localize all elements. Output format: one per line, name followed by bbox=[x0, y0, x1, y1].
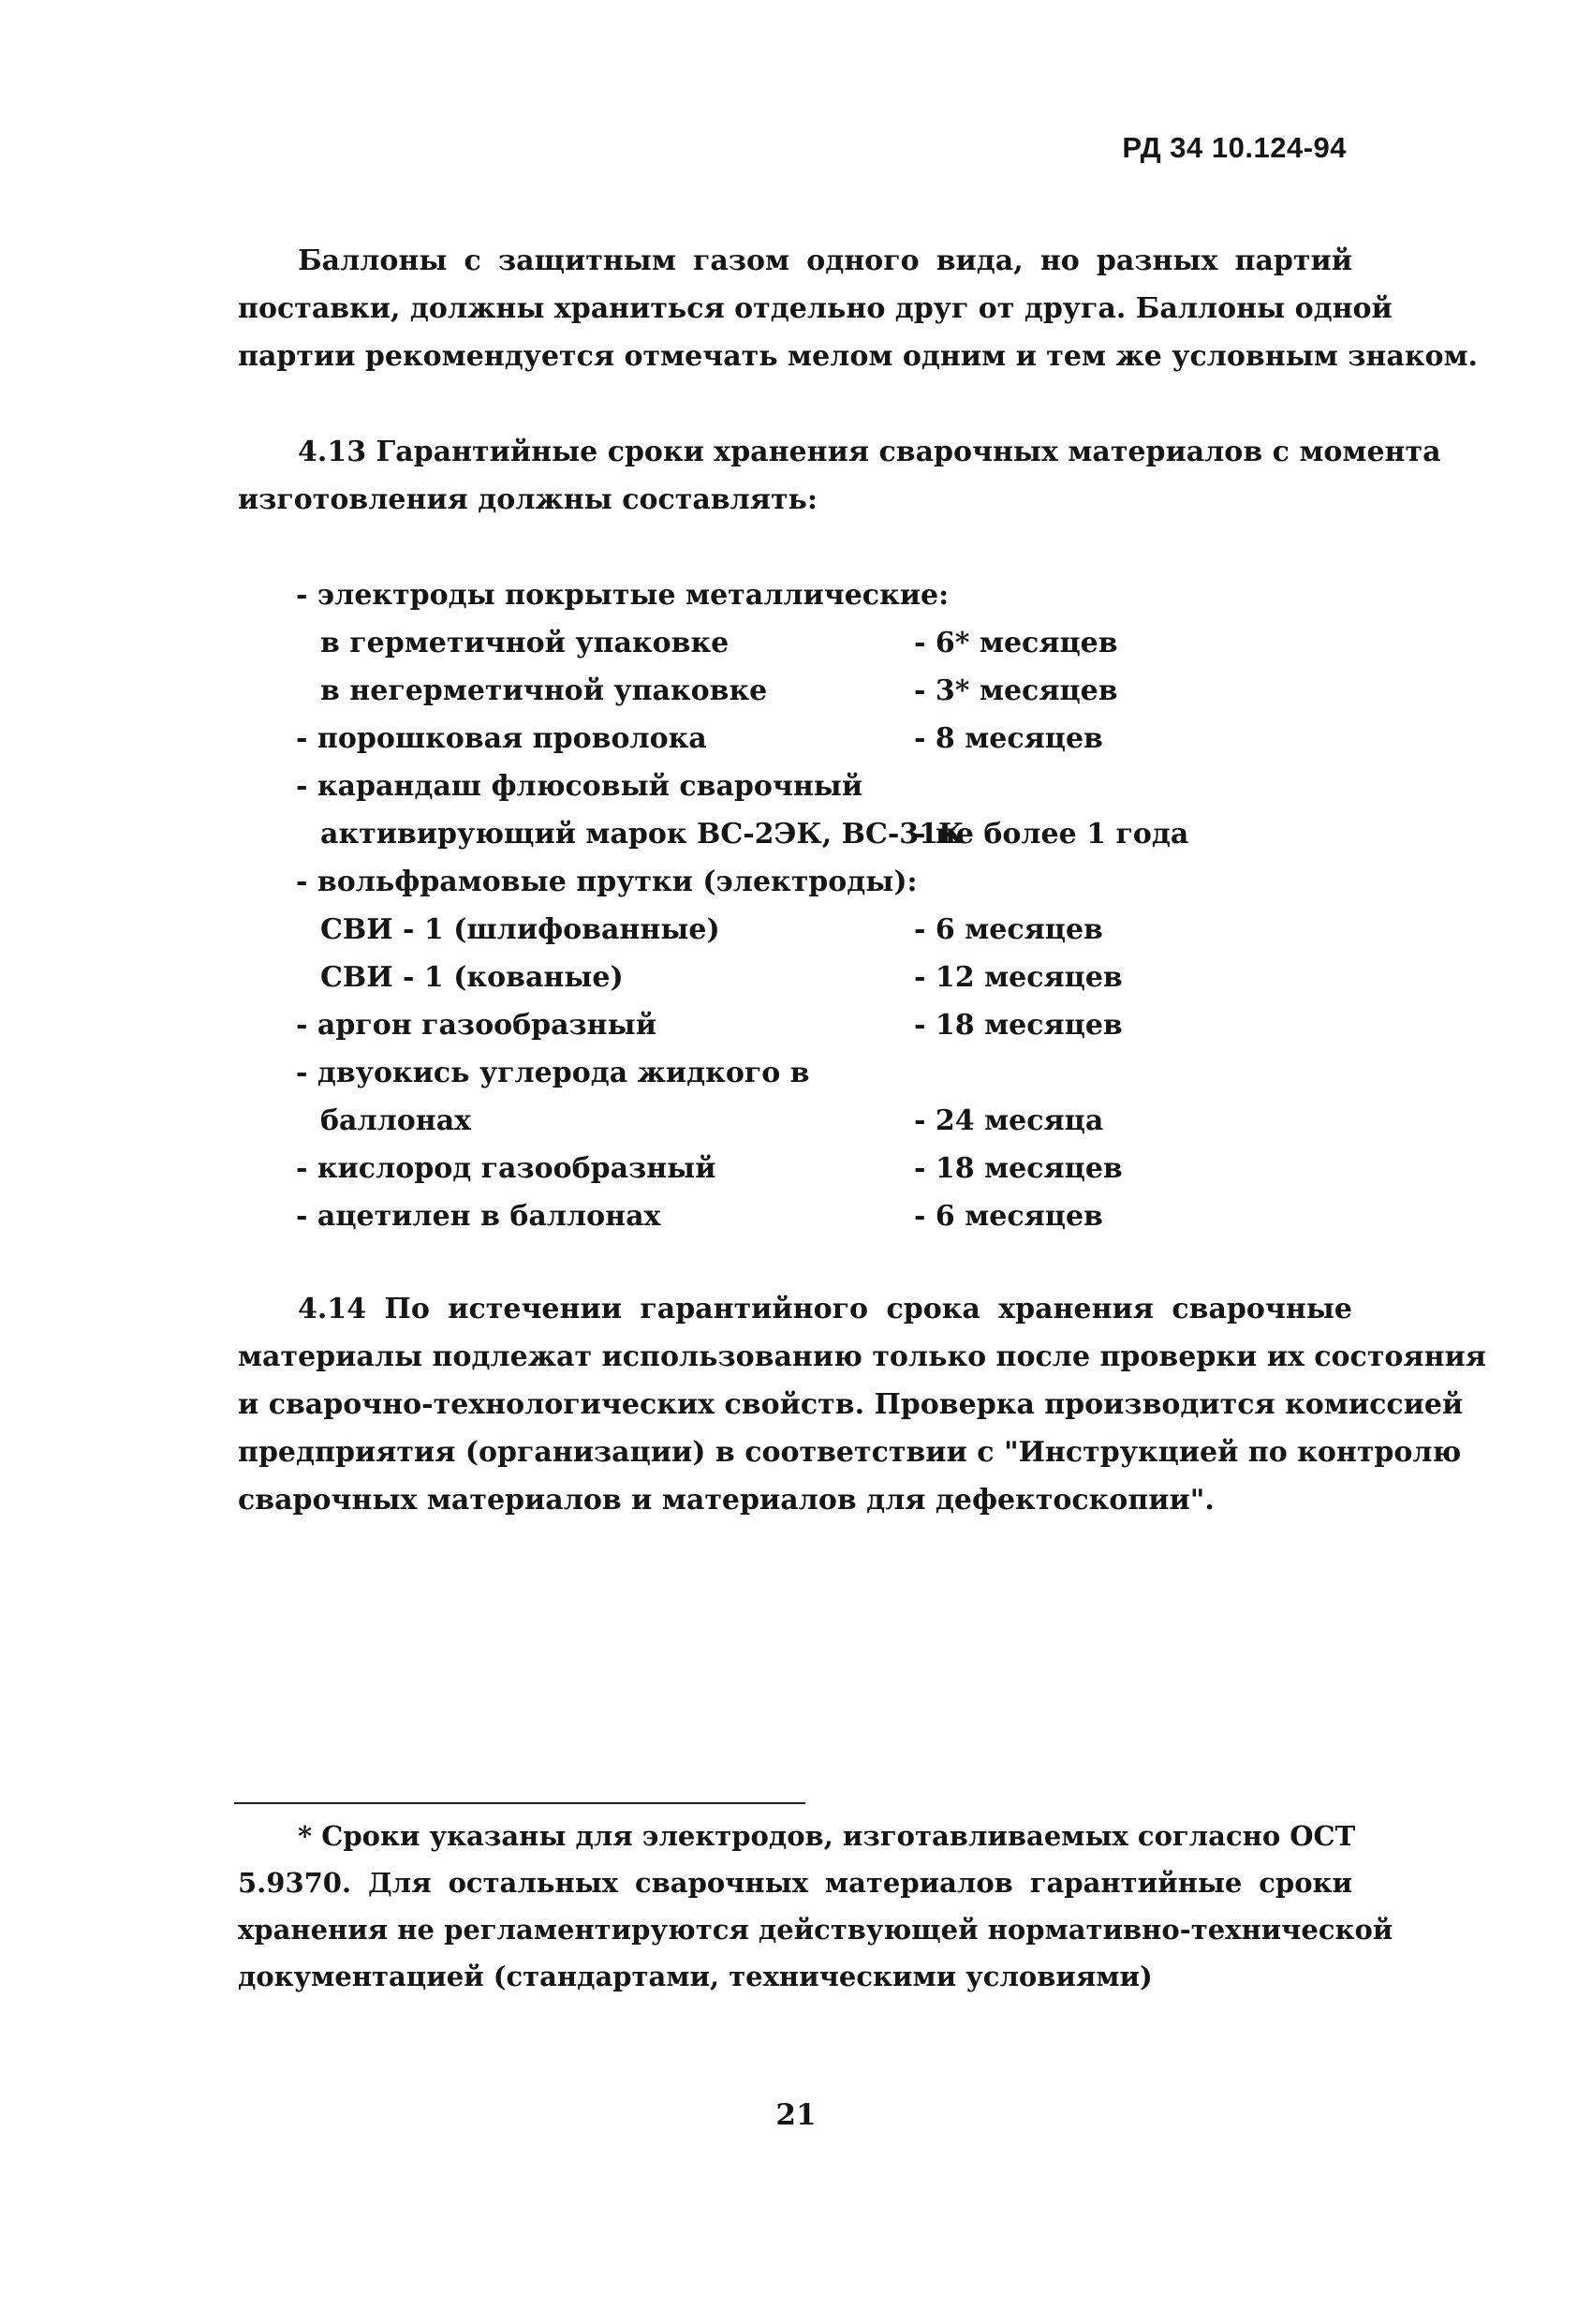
material-name: - электроды покрытые металлические: bbox=[296, 579, 950, 612]
paragraph-line: партии рекомендуется отмечать мелом одним и тем же условным знаком. bbox=[238, 340, 1478, 373]
storage-term: - не более 1 года bbox=[914, 818, 1189, 851]
list-item bbox=[296, 667, 1232, 715]
material-name: СВИ - 1 (кованые) bbox=[320, 961, 624, 994]
page-number: 21 bbox=[775, 2098, 817, 2132]
paragraph-line: 4.13 Гарантийные сроки хранения сварочных материалов с момента bbox=[298, 436, 1441, 468]
paragraph-line: сварочных материалов и материалов для дефектоскопии". bbox=[238, 1484, 1215, 1517]
material-name: в негерметичной упаковке bbox=[320, 674, 768, 707]
storage-term: - 8 месяцев bbox=[914, 722, 1103, 755]
material-name: - кислород газообразный bbox=[296, 1152, 716, 1185]
material-name: - порошковая проволока bbox=[296, 722, 707, 755]
list-item bbox=[296, 954, 1232, 1001]
footnote-line: документацией (стандартами, техническими условиями) bbox=[238, 1961, 1153, 1992]
paragraph-line: 4.14 По истечении гарантийного срока хранения сварочные bbox=[298, 1293, 1352, 1325]
paragraph-line: материалы подлежат использованию только после проверки их состояния bbox=[238, 1340, 1486, 1373]
paragraph-4-13 bbox=[238, 428, 1441, 524]
material-name: в герметичной упаковке bbox=[320, 627, 730, 659]
paragraph-line: предприятия (организации) в соответствии с "Инструкцией по контролю bbox=[238, 1436, 1462, 1469]
list-item bbox=[296, 1145, 1232, 1192]
material-name: активирующий марок ВС-2ЭК, ВС-31К bbox=[320, 818, 965, 851]
material-name: - двуокись углерода жидкого в bbox=[296, 1057, 810, 1089]
footnote-divider bbox=[234, 1802, 805, 1804]
storage-term: - 12 месяцев bbox=[914, 961, 1123, 994]
list-item bbox=[296, 715, 1232, 762]
storage-term: - 6 месяцев bbox=[914, 913, 1103, 946]
storage-terms-list bbox=[296, 571, 1232, 1240]
list-item bbox=[296, 571, 1232, 619]
material-name: - вольфрамовые прутки (электроды): bbox=[296, 866, 918, 898]
list-item bbox=[296, 810, 1232, 858]
storage-term: - 18 месяцев bbox=[914, 1152, 1123, 1185]
list-item bbox=[296, 1192, 1232, 1240]
list-item bbox=[296, 619, 1232, 667]
material-name: СВИ - 1 (шлифованные) bbox=[320, 913, 720, 946]
footnote-line: 5.9370. Для остальных сварочных материалов гарантийные сроки bbox=[238, 1867, 1352, 1899]
paragraph-4-14 bbox=[238, 1285, 1486, 1524]
paragraph-cylinders bbox=[238, 237, 1478, 380]
footnote-line: * Сроки указаны для электродов, изготавливаемых согласно ОСТ bbox=[298, 1820, 1356, 1852]
list-item bbox=[296, 858, 1232, 906]
list-item bbox=[296, 1001, 1232, 1049]
storage-term: - 6* месяцев bbox=[914, 627, 1118, 659]
list-item bbox=[296, 762, 1232, 810]
paragraph-line: и сварочно-технологических свойств. Проверка производится комиссией bbox=[238, 1388, 1464, 1421]
storage-term: - 6 месяцев bbox=[914, 1200, 1103, 1233]
storage-term: - 3* месяцев bbox=[914, 674, 1118, 707]
document-code-header: РД 34 10.124-94 bbox=[1122, 131, 1347, 164]
list-item bbox=[296, 1097, 1232, 1145]
footnote bbox=[238, 1813, 1393, 2000]
paragraph-line: поставки, должны храниться отдельно друг от друга. Баллоны одной bbox=[238, 292, 1393, 325]
paragraph-line: изготовления должны составлять: bbox=[238, 483, 818, 516]
material-name: - аргон газообразный bbox=[296, 1009, 656, 1042]
storage-term: - 18 месяцев bbox=[914, 1009, 1123, 1042]
material-name: - ацетилен в баллонах bbox=[296, 1200, 661, 1233]
list-item bbox=[296, 1049, 1232, 1097]
material-name: - карандаш флюсовый сварочный bbox=[296, 770, 863, 803]
list-item bbox=[296, 906, 1232, 954]
material-name: баллонах bbox=[320, 1104, 472, 1137]
storage-term: - 24 месяца bbox=[914, 1104, 1104, 1137]
footnote-line: хранения не регламентируются действующей нормативно-технической bbox=[238, 1914, 1393, 1946]
paragraph-line: Баллоны с защитным газом одного вида, но разных партий bbox=[298, 244, 1352, 277]
